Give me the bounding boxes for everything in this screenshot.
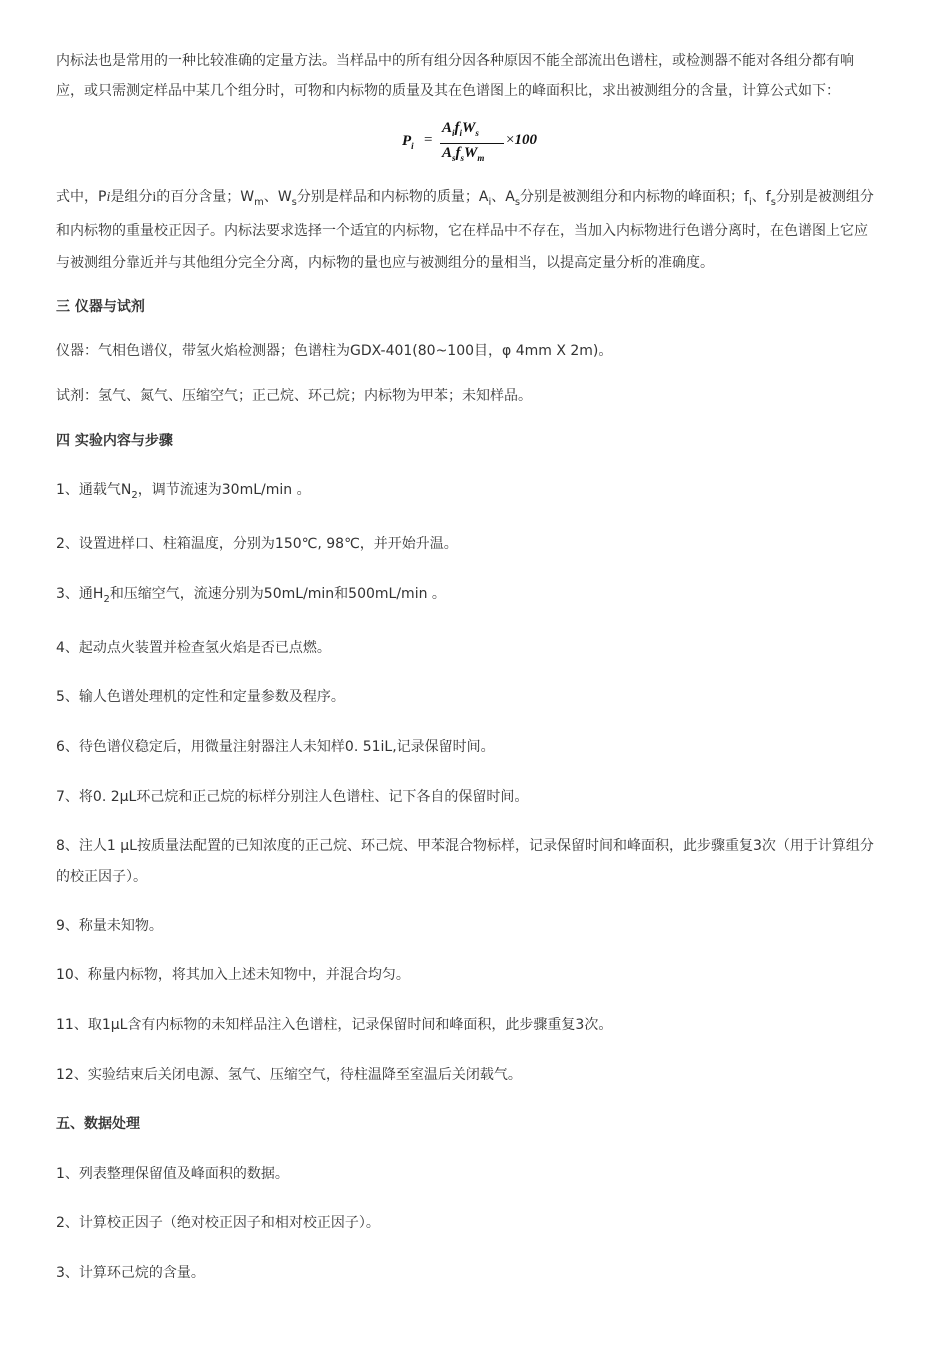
step-4: 4、起动点火装置并检查氢火焰是否已点燃。 bbox=[56, 640, 331, 656]
step-8-line-1: 8、注人1 μL按质量法配置的已知浓度的正己烷、环己烷、甲苯混合物标样，记录保留时间和峰面积，此步骤重复3次（用于计算组分 bbox=[56, 838, 874, 854]
reagent-text: 试剂：氢气、氮气、压缩空气；正己烷、环己烷；内标物为甲苯；未知样品。 bbox=[56, 388, 532, 404]
intro-line-2: 应，或只需测定样品中某几个组分时，可物和内标物的质量及其在色谱图上的峰面积比，求出被测组分的含量，计算公式如下： bbox=[56, 83, 840, 99]
formula-fraction-bar bbox=[440, 143, 504, 144]
step-1: 1、通载气$N_2$，调节流速为30mL/min 。 bbox=[56, 482, 311, 501]
formula-lhs: $P_i$ bbox=[402, 133, 414, 151]
formula-equals: = bbox=[424, 132, 433, 148]
explain-line-1: 式中，Pi是组分i的百分含量；$W_m$、$W_s$分别是样品和内标物的质量；$A_i$、$A_s$分别是被测组分和内标物的峰面积；$f_i$、$f_s$分别是被测组分 bbox=[56, 189, 874, 208]
formula-numerator: $A_if_iW_s$ bbox=[442, 120, 479, 138]
step-10: 10、称量内标物，将其加入上述未知物中，并混合均匀。 bbox=[56, 967, 410, 983]
section-3-heading: 三 仪器与试剂 bbox=[56, 299, 145, 315]
formula-multiplier: ×100 bbox=[506, 132, 537, 148]
step-9: 9、称量未知物。 bbox=[56, 918, 163, 934]
step-8-line-2: 的校正因子）。 bbox=[56, 869, 147, 885]
explain-line-2: 和内标物的重量校正因子。内标法要求选择一个适宜的内标物，它在样品中不存在，当加入内标物进行色谱分离时，在色谱图上它应 bbox=[56, 223, 868, 239]
intro-line-1: 内标法也是常用的一种比较准确的定量方法。当样品中的所有组分因各种原因不能全部流出色谱柱，或检测器不能对各组分都有响 bbox=[56, 53, 854, 69]
step-6: 6、待色谱仪稳定后，用微量注射器注人未知样0. 51iL,记录保留时间。 bbox=[56, 739, 495, 755]
step-12: 12、实验结束后关闭电源、氢气、压缩空气，待柱温降至室温后关闭载气。 bbox=[56, 1067, 522, 1083]
internal-standard-formula bbox=[402, 118, 562, 168]
step-3: 3、通$H_2$和压缩空气，流速分别为50mL/min和500mL/min 。 bbox=[56, 586, 446, 605]
step-5: 5、输人色谱处理机的定性和定量参数及程序。 bbox=[56, 689, 345, 705]
explain-line-3: 与被测组分靠近并与其他组分完全分离，内标物的量也应与被测组分的量相当，以提高定量分析的准确度。 bbox=[56, 255, 714, 271]
data-step-2: 2、计算校正因子（绝对校正因子和相对校正因子）。 bbox=[56, 1215, 380, 1231]
formula-denominator: $A_sf_sW_m$ bbox=[442, 145, 485, 163]
section-4-heading: 四 实验内容与步骤 bbox=[56, 433, 173, 449]
step-2: 2、设置进样口、柱箱温度，分别为150℃, 98℃，并开始升温。 bbox=[56, 536, 458, 552]
section-5-heading: 五、数据处理 bbox=[56, 1116, 140, 1132]
data-step-3: 3、计算环己烷的含量。 bbox=[56, 1265, 205, 1281]
step-11: 11、取1μL含有内标物的未知样品注入色谱柱，记录保留时间和峰面积，此步骤重复3次。 bbox=[56, 1017, 613, 1033]
data-step-1: 1、列表整理保留值及峰面积的数据。 bbox=[56, 1166, 289, 1182]
instrument-text: 仪器：气相色谱仪，带氢火焰检测器；色谱柱为GDX-401(80~100目，φ 4mm X 2m)。 bbox=[56, 343, 613, 359]
step-7: 7、将0. 2μL环己烷和正己烷的标样分别注人色谱柱、记下各自的保留时间。 bbox=[56, 789, 529, 805]
